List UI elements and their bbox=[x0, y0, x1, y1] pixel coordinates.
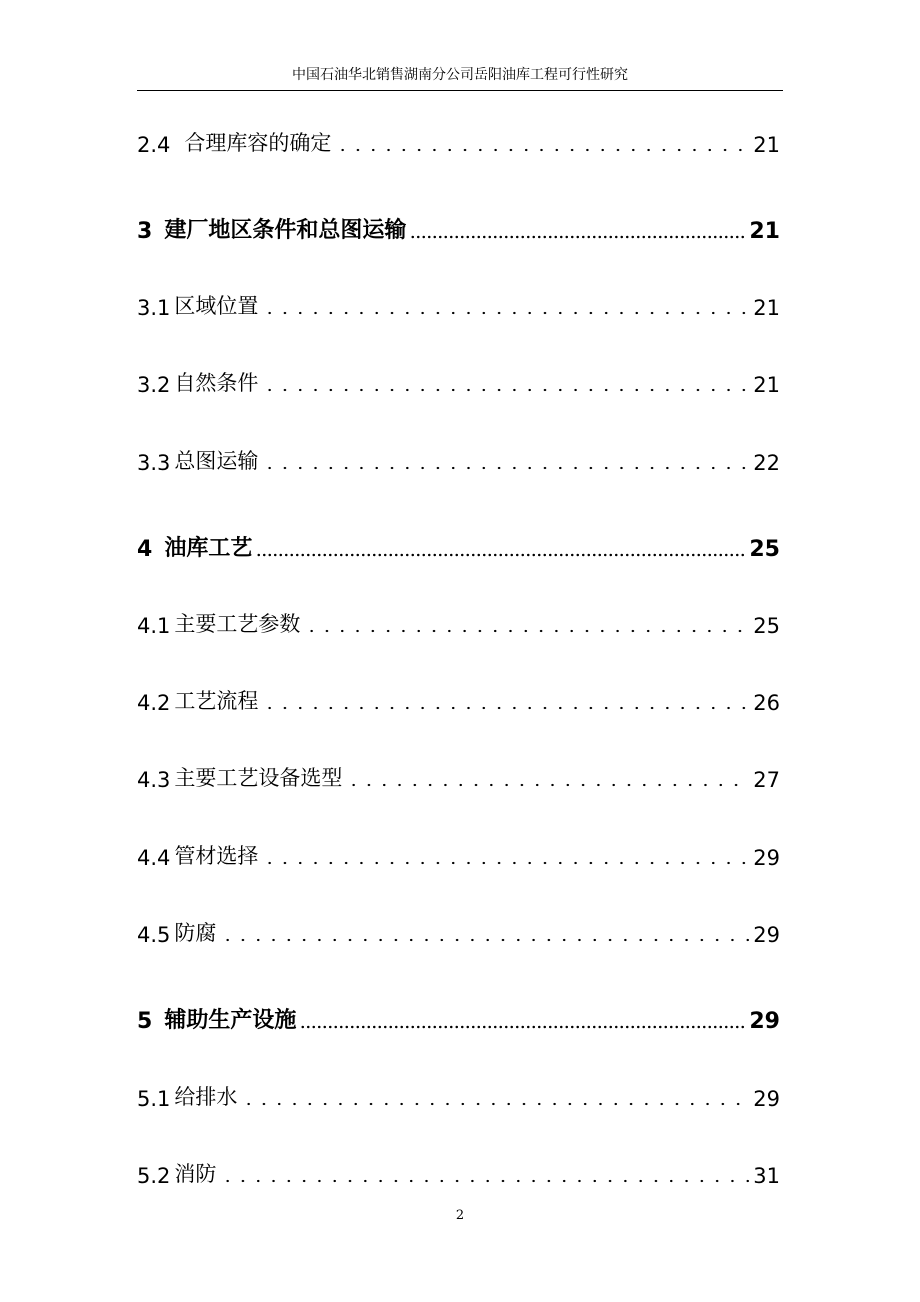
toc-entry[interactable] bbox=[137, 760, 780, 792]
toc-entry-page: 21 bbox=[753, 133, 780, 157]
toc-entry[interactable] bbox=[137, 1079, 780, 1111]
toc-chapter-entry[interactable] bbox=[137, 530, 780, 562]
toc-dot-leader bbox=[300, 1009, 745, 1029]
toc-entry-page: 25 bbox=[749, 537, 780, 562]
toc-entry-number: 5.2 bbox=[137, 1164, 171, 1188]
toc-entry[interactable] bbox=[137, 915, 780, 947]
toc-entry-title: 区域位置 bbox=[174, 294, 259, 318]
toc-entry-page: 31 bbox=[753, 1164, 780, 1188]
toc-entry-page: 21 bbox=[749, 219, 780, 244]
toc-entry-number: 4.2 bbox=[137, 691, 171, 715]
toc-entry-page: 29 bbox=[753, 846, 780, 870]
toc-entry-title: 工艺流程 bbox=[174, 689, 259, 713]
toc-entry-title: 主要工艺参数 bbox=[174, 612, 301, 636]
toc-dot-leader bbox=[220, 922, 749, 942]
running-header-title: 中国石油华北销售湖南分公司岳阳油库工程可行性研究 bbox=[292, 67, 628, 83]
toc-entry-title: 防腐 bbox=[174, 921, 217, 945]
toc-entry-number: 3.2 bbox=[137, 373, 171, 397]
toc-entry-number: 4.3 bbox=[137, 768, 171, 792]
toc-entry-number: 5.1 bbox=[137, 1087, 171, 1111]
toc-dot-leader bbox=[335, 132, 749, 152]
toc-entry-title: 总图运输 bbox=[174, 449, 259, 473]
toc-entry[interactable] bbox=[137, 683, 780, 715]
toc-dot-leader bbox=[262, 295, 749, 315]
page-footer bbox=[0, 1208, 920, 1223]
toc-dot-leader bbox=[262, 845, 749, 865]
toc-entry-number: 3.1 bbox=[137, 296, 171, 320]
toc-dot-leader bbox=[262, 450, 749, 470]
toc-entry-number: 4.1 bbox=[137, 614, 171, 638]
toc-dot-leader bbox=[410, 219, 745, 239]
toc-chapter-entry[interactable] bbox=[137, 212, 780, 244]
toc-dot-leader bbox=[220, 1163, 749, 1183]
toc-entry-number: 4 bbox=[137, 537, 153, 562]
toc-entry-title: 合理库容的确定 bbox=[184, 131, 332, 155]
toc-entry-number: 4.5 bbox=[137, 923, 171, 947]
toc-entry-page: 22 bbox=[753, 451, 780, 475]
toc-entry-page: 21 bbox=[753, 296, 780, 320]
toc-entry-title: 主要工艺设备选型 bbox=[174, 766, 343, 790]
running-header bbox=[137, 64, 783, 91]
toc-entry-number: 4.4 bbox=[137, 846, 171, 870]
toc-entry-page: 29 bbox=[753, 1087, 780, 1111]
toc-entry-title: 油库工艺 bbox=[164, 536, 253, 561]
toc-entry-title: 给排水 bbox=[174, 1085, 238, 1109]
toc-entry-page: 26 bbox=[753, 691, 780, 715]
toc-entry[interactable] bbox=[137, 365, 780, 397]
toc-dot-leader bbox=[262, 372, 749, 392]
toc-dot-leader bbox=[262, 690, 749, 710]
toc-entry-title: 建厂地区条件和总图运输 bbox=[164, 218, 407, 243]
toc-chapter-entry[interactable] bbox=[137, 1002, 780, 1034]
toc-entry-title: 管材选择 bbox=[174, 844, 259, 868]
toc-entry-page: 29 bbox=[749, 1009, 780, 1034]
toc-entry[interactable] bbox=[137, 288, 780, 320]
toc-dot-leader bbox=[304, 613, 749, 633]
page-number: 2 bbox=[455, 1208, 465, 1223]
toc-entry-page: 21 bbox=[753, 373, 780, 397]
toc-entry[interactable] bbox=[137, 838, 780, 870]
toc-entry[interactable] bbox=[137, 125, 780, 157]
toc-dot-leader bbox=[346, 767, 749, 787]
toc-entry-page: 27 bbox=[753, 768, 780, 792]
toc-entry-title: 消防 bbox=[174, 1162, 217, 1186]
toc-entry-number: 5 bbox=[137, 1009, 153, 1034]
toc-entry-title: 自然条件 bbox=[174, 371, 259, 395]
toc-entry-page: 25 bbox=[753, 614, 780, 638]
toc-entry-title: 辅助生产设施 bbox=[164, 1008, 297, 1033]
toc-entry[interactable] bbox=[137, 606, 780, 638]
toc-entry-number: 3.3 bbox=[137, 451, 171, 475]
toc-entry-number: 2.4 bbox=[137, 133, 171, 157]
toc-entry-page: 29 bbox=[753, 923, 780, 947]
toc-entry[interactable] bbox=[137, 1156, 780, 1188]
toc-entry-number: 3 bbox=[137, 219, 153, 244]
toc-dot-leader bbox=[241, 1086, 749, 1106]
toc-dot-leader bbox=[256, 537, 745, 557]
toc-entry[interactable] bbox=[137, 443, 780, 475]
